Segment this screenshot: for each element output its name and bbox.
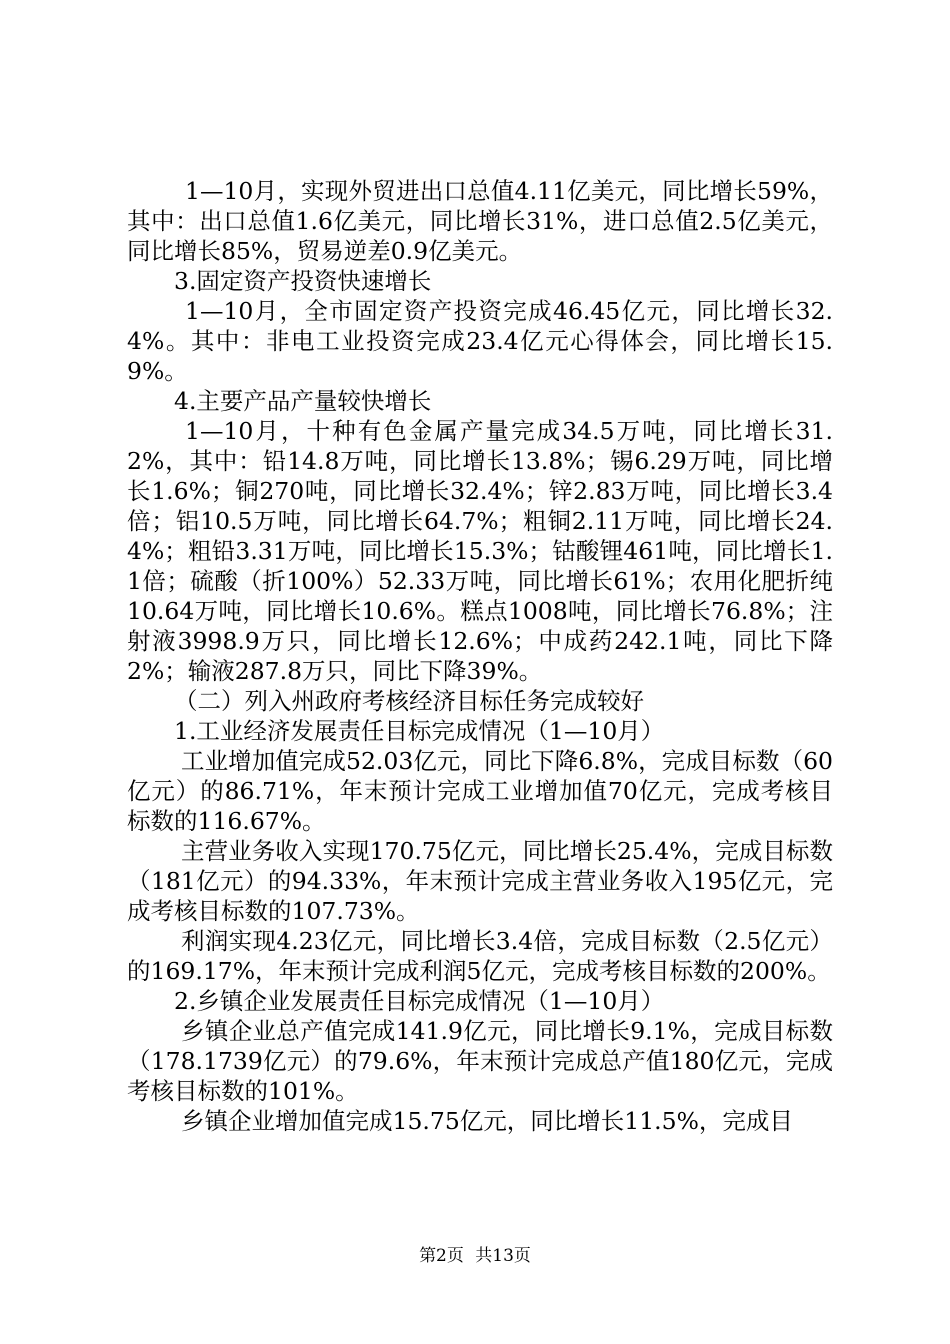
paragraph-fixed-asset-investment: 1—10月，全市固定资产投资完成46.45亿元，同比增长32.4%。其中：非电工业投资完成23.4亿元心得体会，同比增长15.9%。 bbox=[127, 297, 833, 385]
paragraph-township-output: 乡镇企业总产值完成141.9亿元，同比增长9.1%，完成目标数（178.1739亿元）的79.6%，年末预计完成总产值180亿元，完成考核目标数的101%。 bbox=[127, 1017, 833, 1105]
page-footer bbox=[0, 1246, 950, 1266]
paragraph-main-products: 1—10月，十种有色金属产量完成34.5万吨，同比增长31.2%，其中：铅14.8万吨，同比增长13.8%；锡6.29万吨，同比增长1.6%；铜270吨，同比增长32.4%；锌2.83万吨，同比增长3.4倍；铝10.5万吨，同比增长64.7%；粗铜2.11万吨，同比增长24.4%；粗铅3.31万吨，同比增长15.3%；钴酸锂461吨，同比增长1.1倍；硫酸（折100%）52.33万吨，同比增长61%；农用化肥折纯10.64万吨，同比增长10.6%。糕点1008吨，同比增长76.8%；注射液3998.9万只，同比增长12.6%；中成药242.1吨，同比下降2%；输液287.8万只，同比下降39%。 bbox=[127, 417, 833, 685]
paragraph-main-business-income: 主营业务收入实现170.75亿元，同比增长25.4%，完成目标数（181亿元）的94.33%，年末预计完成主营业务收入195亿元，完成考核目标数的107.73%。 bbox=[127, 837, 833, 925]
paragraph-industrial-value-added: 工业增加值完成52.03亿元，同比下降6.8%，完成目标数（60亿元）的86.71%，年末预计完成工业增加值70亿元，完成考核目标数的116.67%。 bbox=[127, 747, 833, 835]
paragraph-foreign-trade: 1—10月，实现外贸进出口总值4.11亿美元，同比增长59%，其中：出口总值1.6亿美元，同比增长31%，进口总值2.5亿美元，同比增长85%，贸易逆差0.9亿美元。 bbox=[127, 177, 833, 265]
document-body bbox=[127, 176, 833, 1136]
heading-township-enterprise-targets: 2.乡镇企业发展责任目标完成情况（1—10月） bbox=[174, 987, 665, 1015]
heading-industrial-targets: 1.工业经济发展责任目标完成情况（1—10月） bbox=[174, 717, 665, 745]
paragraph-township-value-added: 乡镇企业增加值完成15.75亿元，同比增长11.5%，完成目 bbox=[181, 1107, 793, 1135]
paragraph-profit: 利润实现4.23亿元，同比增长3.4倍，完成目标数（2.5亿元）的169.17%，年末预计完成利润5亿元，完成考核目标数的200%。 bbox=[127, 927, 833, 985]
heading-main-products: 4.主要产品产量较快增长 bbox=[174, 387, 432, 415]
page-number: 第2页 bbox=[419, 1246, 464, 1266]
heading-section-two: （二）列入州政府考核经济目标任务完成较好 bbox=[174, 687, 644, 715]
page-total: 共13页 bbox=[475, 1246, 531, 1266]
heading-fixed-asset-investment: 3.固定资产投资快速增长 bbox=[174, 267, 432, 295]
